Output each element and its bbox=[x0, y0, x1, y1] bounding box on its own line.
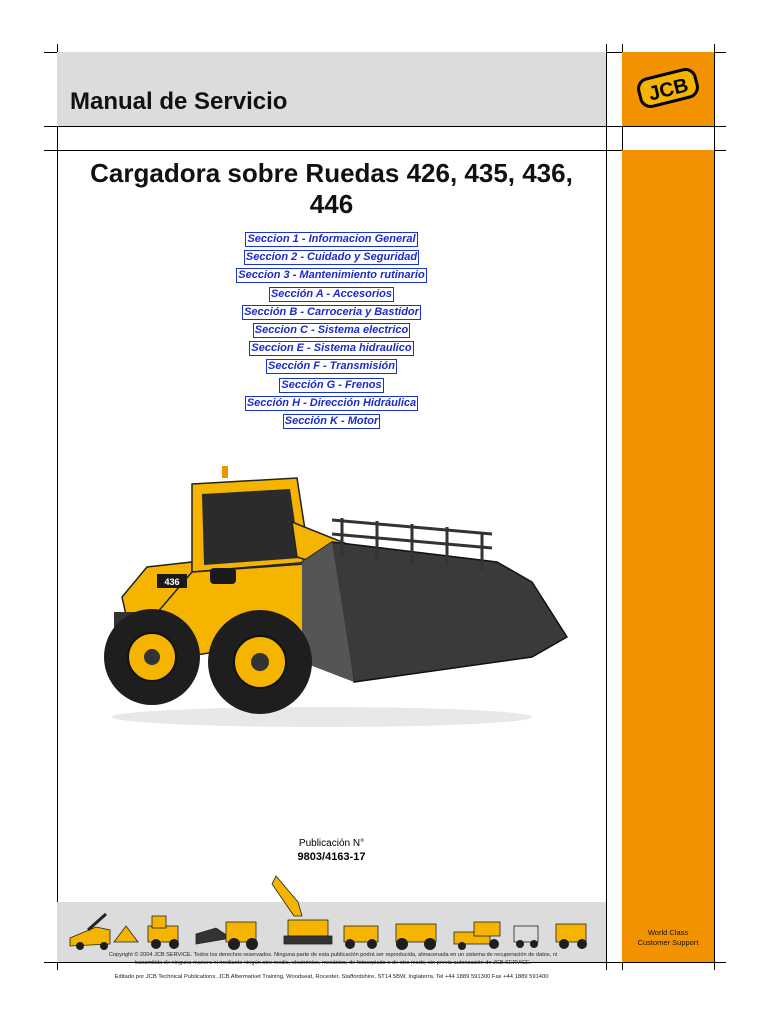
tagline: World Class Customer Support bbox=[637, 928, 699, 947]
section-link-3[interactable]: Seccion 3 - Mantenimiento rutinario bbox=[238, 269, 425, 282]
copyright-notice: Copyright © 2004 JCB SERVICE. Todos los derechos reservados. Ninguna parte de esta publicación podrá ser reproducida, almacenada en un sistema de recuperación de datos, ni transmitida de ninguna manera ni mediante ningún otro medio, electrónico, mecánico, de fotocopiado o de otro modo, sin previa autorización de JCB SERVICE. bbox=[108, 952, 558, 966]
section-link-b[interactable]: Sección B - Carroceria y Bastidor bbox=[244, 305, 419, 318]
section-link-1[interactable]: Seccion 1 - Informacion General bbox=[247, 233, 416, 245]
publisher-line: Editado por JCB Technical Publications, JCB Aftermarket Training, Woodseat, Rocester, Staffordshire, ST14 5BW, Inglaterra. Tel +44 1889 591300 Fax +44 1889 591400 bbox=[114, 974, 549, 980]
logo-box bbox=[622, 52, 714, 126]
jcb-logo bbox=[633, 63, 703, 113]
svg-text:JCB: JCB bbox=[646, 74, 691, 106]
publication-number: 9803/4163-17 bbox=[297, 851, 366, 863]
section-link-a[interactable]: Sección A - Accesorios bbox=[270, 287, 393, 300]
frame-line-header-bottom bbox=[44, 126, 726, 127]
svg-text:436: 436 bbox=[164, 577, 180, 587]
section-link-f[interactable]: Sección F - Transmisión bbox=[268, 360, 395, 373]
section-link-2[interactable]: Seccion 2 - Cuidado y Seguridad bbox=[245, 251, 418, 264]
orange-side-column bbox=[622, 150, 714, 962]
header-title: Manual de Servicio bbox=[70, 88, 288, 115]
section-link-e[interactable]: Seccion E - Sistema hidraulico bbox=[251, 342, 412, 355]
wheel-loader-image bbox=[92, 462, 568, 732]
frame-line-right bbox=[714, 44, 715, 970]
publication-label: Publicación N° bbox=[298, 838, 365, 849]
section-link-g[interactable]: Sección G - Frenos bbox=[281, 378, 382, 391]
frame-line-mid-left bbox=[606, 44, 607, 970]
section-link-h[interactable]: Sección H - Dirección Hidráulica bbox=[246, 396, 417, 409]
section-link-list bbox=[57, 229, 606, 429]
document-title: Cargadora sobre Ruedas 426, 435, 436, 446 bbox=[90, 158, 573, 219]
section-link-k[interactable]: Sección K - Motor bbox=[284, 414, 379, 427]
machine-lineup-image bbox=[66, 872, 600, 952]
section-link-c[interactable]: Seccion C - Sistema electrico bbox=[254, 323, 409, 336]
